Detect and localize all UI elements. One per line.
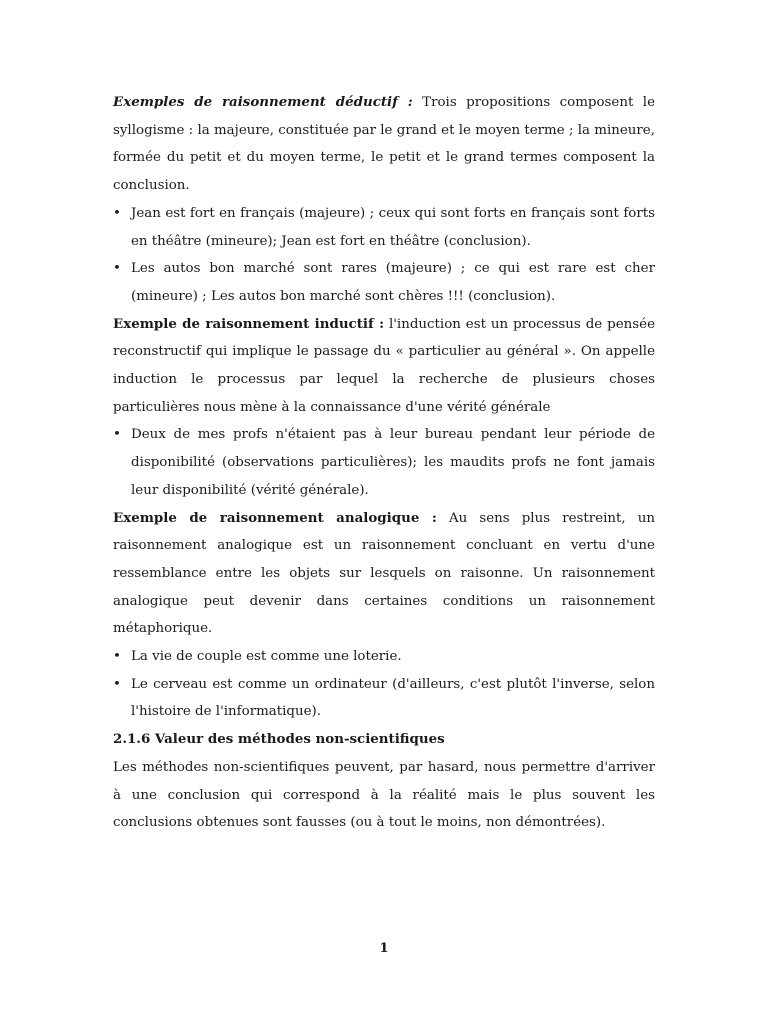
deductive-label: Exemples de raisonnement déductif : — [113, 94, 413, 110]
section-paragraph: Les méthodes non-scientifiques peuvent, par hasard, nous permettre d'arriver à une conclusion qui correspond à la réalité mais le plus souvent les conclusions obtenues sont fausses (ou à tout le moins, non démontrées). — [113, 759, 655, 831]
deductive-bullet-list — [113, 200, 655, 311]
deductive-paragraph — [113, 89, 655, 200]
list-item — [113, 671, 655, 726]
list-item — [113, 200, 655, 255]
list-item — [113, 643, 655, 671]
list-item-text: Le cerveau est comme un ordinateur (d'ailleurs, c'est plutôt l'inverse, selon l'histoire de l'informatique). — [131, 676, 655, 720]
bullet-icon: • — [113, 676, 121, 692]
bullet-icon: • — [113, 261, 121, 277]
list-item-text: Deux de mes profs n'étaient pas à leur bureau pendant leur période de disponibilité (observations particulières); les maudits profs ne font jamais leur disponibilité (vérité générale). — [131, 427, 655, 498]
analogical-text: Au sens plus restreint, un raisonnement analogique est un raisonnement concluant en vertu d'une ressemblance entre les objets sur lesquels on raisonne. Un raisonnement analogique peut devenir dans certaines conditions un raisonnement métaphorique. — [113, 510, 656, 637]
document-body — [113, 89, 655, 837]
bullet-icon: • — [113, 649, 121, 665]
analogical-label: Exemple de raisonnement analogique : — [113, 509, 437, 526]
list-item — [113, 421, 655, 504]
bullet-icon: • — [113, 205, 121, 221]
list-item-text: La vie de couple est comme une loterie. — [131, 649, 402, 665]
list-item-text: Les autos bon marché sont rares (majeure) ; ce qui est rare est cher (mineure) ; Les autos bon marché sont chères !!! (conclusion). — [131, 261, 655, 304]
list-item-text: Jean est fort en français (majeure) ; ceux qui sont forts en français sont forts en théâtre (mineure); Jean est fort en théâtre (conclusion). — [131, 205, 655, 249]
inductive-bullet-list — [113, 421, 655, 504]
inductive-paragraph — [113, 311, 655, 422]
analogical-bullet-list — [113, 643, 655, 726]
inductive-label: Exemple de raisonnement inductif : — [113, 315, 385, 332]
page-number: 1 — [379, 940, 389, 956]
analogical-paragraph — [113, 505, 655, 644]
deductive-text: Trois propositions composent le syllogisme : la majeure, constituée par le grand et le moyen terme ; la mineure, formée du petit et du moyen terme, le petit et le grand termes composent la conclusion. — [113, 95, 655, 194]
section-heading: 2.1.6 Valeur des méthodes non-scientifiques — [113, 731, 445, 748]
list-item — [113, 255, 655, 310]
bullet-icon: • — [113, 427, 121, 443]
inductive-text: l'induction est un processus de pensée reconstructif qui implique le passage du « particulier au général ». On appelle induction le processus par lequel la recherche de plusieurs choses particulières nous mène à la connaissance d'une vérité générale — [113, 316, 655, 415]
